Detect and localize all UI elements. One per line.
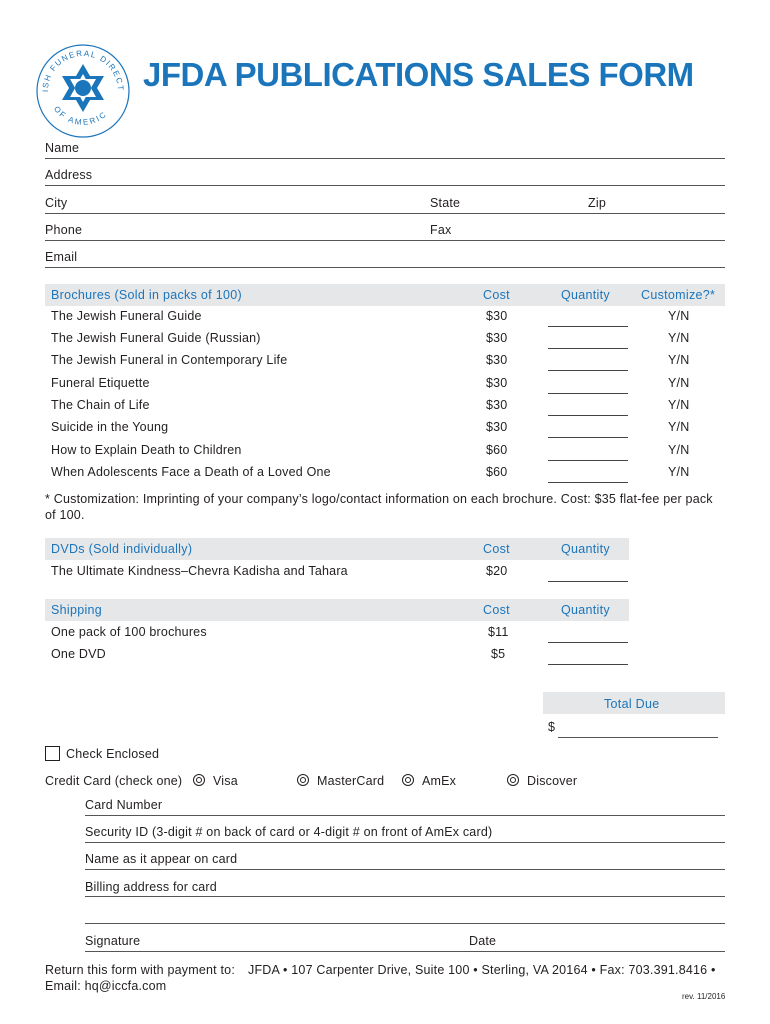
mastercard-label: MasterCard (317, 774, 385, 788)
brochure-cost: $30 (486, 353, 508, 367)
brochure-customize[interactable]: Y/N (668, 353, 690, 367)
brochure-customize[interactable]: Y/N (668, 398, 690, 412)
brochure-quantity-field[interactable] (548, 348, 628, 349)
brochure-quantity-field[interactable] (548, 415, 628, 416)
return-label: Return this form with payment to: (45, 963, 236, 977)
name-on-card-label: Name as it appear on card (85, 852, 238, 866)
jfda-seal-logo (34, 42, 132, 140)
name-on-card-field[interactable] (85, 869, 725, 870)
address-label: Address (45, 168, 93, 182)
return-address: JFDA • 107 Carpenter Drive, Suite 100 • Sterling, VA 20164 • Fax: 703.391.8416 • (248, 963, 716, 977)
shipping-cost-header: Cost (483, 603, 510, 617)
city-label: City (45, 196, 68, 210)
dvd-title: The Ultimate Kindness–Chevra Kadisha and Tahara (51, 564, 348, 578)
dvds-header: DVDs (Sold individually) (51, 542, 193, 556)
brochure-quantity-field[interactable] (548, 437, 628, 438)
shipping-quantity-field[interactable] (548, 664, 628, 665)
brochures-cost-header: Cost (483, 288, 510, 302)
shipping-cost: $5 (491, 647, 506, 661)
amex-label: AmEx (422, 774, 457, 788)
brochure-cost: $30 (486, 309, 508, 323)
page-title: JFDA PUBLICATIONS SALES FORM (143, 56, 694, 93)
brochure-customize[interactable]: Y/N (668, 309, 690, 323)
brochure-customize[interactable]: Y/N (668, 376, 690, 390)
billing-address-field[interactable] (85, 896, 725, 897)
brochure-quantity-field[interactable] (548, 370, 628, 371)
discover-label: Discover (527, 774, 578, 788)
phone-fax-field[interactable] (45, 240, 725, 241)
brochure-title: How to Explain Death to Children (51, 443, 242, 457)
total-due-field[interactable] (558, 737, 718, 738)
revision-label: rev. 11/2016 (682, 992, 726, 1001)
brochure-title: The Chain of Life (51, 398, 150, 412)
brochures-header: Brochures (Sold in packs of 100) (51, 288, 242, 302)
signature-date-field[interactable] (85, 951, 725, 952)
shipping-title: One DVD (51, 647, 106, 661)
brochure-cost: $60 (486, 465, 508, 479)
amex-radio[interactable] (402, 774, 414, 786)
zip-label: Zip (588, 196, 606, 210)
state-label: State (430, 196, 461, 210)
brochure-customize[interactable]: Y/N (668, 331, 690, 345)
name-label: Name (45, 141, 80, 155)
brochure-cost: $30 (486, 331, 508, 345)
brochure-title: Suicide in the Young (51, 420, 169, 434)
brochure-cost: $30 (486, 376, 508, 390)
visa-label: Visa (213, 774, 238, 788)
signature-label: Signature (85, 934, 141, 948)
fax-label: Fax (430, 223, 452, 237)
shipping-header: Shipping (51, 603, 103, 617)
shipping-header-band (45, 599, 629, 621)
date-label: Date (469, 934, 497, 948)
brochure-title: The Jewish Funeral Guide (Russian) (51, 331, 261, 345)
brochure-title: The Jewish Funeral Guide (51, 309, 202, 323)
brochure-quantity-field[interactable] (548, 460, 628, 461)
city-state-zip-field[interactable] (45, 213, 725, 214)
card-number-field[interactable] (85, 815, 725, 816)
address-field[interactable] (45, 185, 725, 186)
svg-text:JEWISH FUNERAL DIRECTORS: ISH FUNERAL DIRECT (40, 48, 126, 93)
dvds-quantity-header: Quantity (561, 542, 610, 556)
name-field[interactable] (45, 158, 725, 159)
shipping-quantity-header: Quantity (561, 603, 610, 617)
security-id-field[interactable] (85, 842, 725, 843)
dvd-quantity-field[interactable] (548, 581, 628, 582)
brochure-title: The Jewish Funeral in Contemporary Life (51, 353, 288, 367)
mastercard-radio[interactable] (297, 774, 309, 786)
total-due-label: Total Due (604, 697, 660, 711)
brochure-cost: $30 (486, 420, 508, 434)
customization-note-line2: of 100. (45, 508, 85, 522)
brochure-title: When Adolescents Face a Death of a Loved One (51, 465, 331, 479)
return-email: Email: hq@iccfa.com (45, 979, 167, 993)
dvds-cost-header: Cost (483, 542, 510, 556)
card-number-label: Card Number (85, 798, 163, 812)
brochure-quantity-field[interactable] (548, 326, 628, 327)
shipping-title: One pack of 100 brochures (51, 625, 207, 639)
dvd-cost: $20 (486, 564, 508, 578)
billing-address-label: Billing address for card (85, 880, 217, 894)
credit-card-label: Credit Card (check one) (45, 774, 183, 788)
email-field[interactable] (45, 267, 725, 268)
brochure-customize[interactable]: Y/N (668, 420, 690, 434)
brochure-customize[interactable]: Y/N (668, 443, 690, 457)
customization-note-line1: * Customization: Imprinting of your company’s logo/contact information on each brochure. Cost: $35 flat-fee per pack (45, 492, 713, 506)
shipping-cost: $11 (488, 625, 509, 639)
discover-radio[interactable] (507, 774, 519, 786)
brochure-quantity-field[interactable] (548, 482, 628, 483)
email-label: Email (45, 250, 78, 264)
security-id-label: Security ID (3-digit # on back of card or 4-digit # on front of AmEx card) (85, 825, 493, 839)
brochures-quantity-header: Quantity (561, 288, 610, 302)
brochure-quantity-field[interactable] (548, 393, 628, 394)
brochures-customize-header: Customize?* (641, 288, 716, 302)
check-enclosed-checkbox[interactable] (45, 746, 60, 761)
brochure-cost: $30 (486, 398, 508, 412)
shipping-quantity-field[interactable] (548, 642, 628, 643)
billing-address-field-2[interactable] (85, 923, 725, 924)
brochure-cost: $60 (486, 443, 508, 457)
check-enclosed-label: Check Enclosed (66, 747, 160, 761)
brochure-title: Funeral Etiquette (51, 376, 150, 390)
phone-label: Phone (45, 223, 83, 237)
brochure-customize[interactable]: Y/N (668, 465, 690, 479)
total-currency-sign: $ (548, 720, 556, 734)
svg-text:OF AMERICA: OF AMERIC (51, 104, 110, 127)
visa-radio[interactable] (193, 774, 205, 786)
